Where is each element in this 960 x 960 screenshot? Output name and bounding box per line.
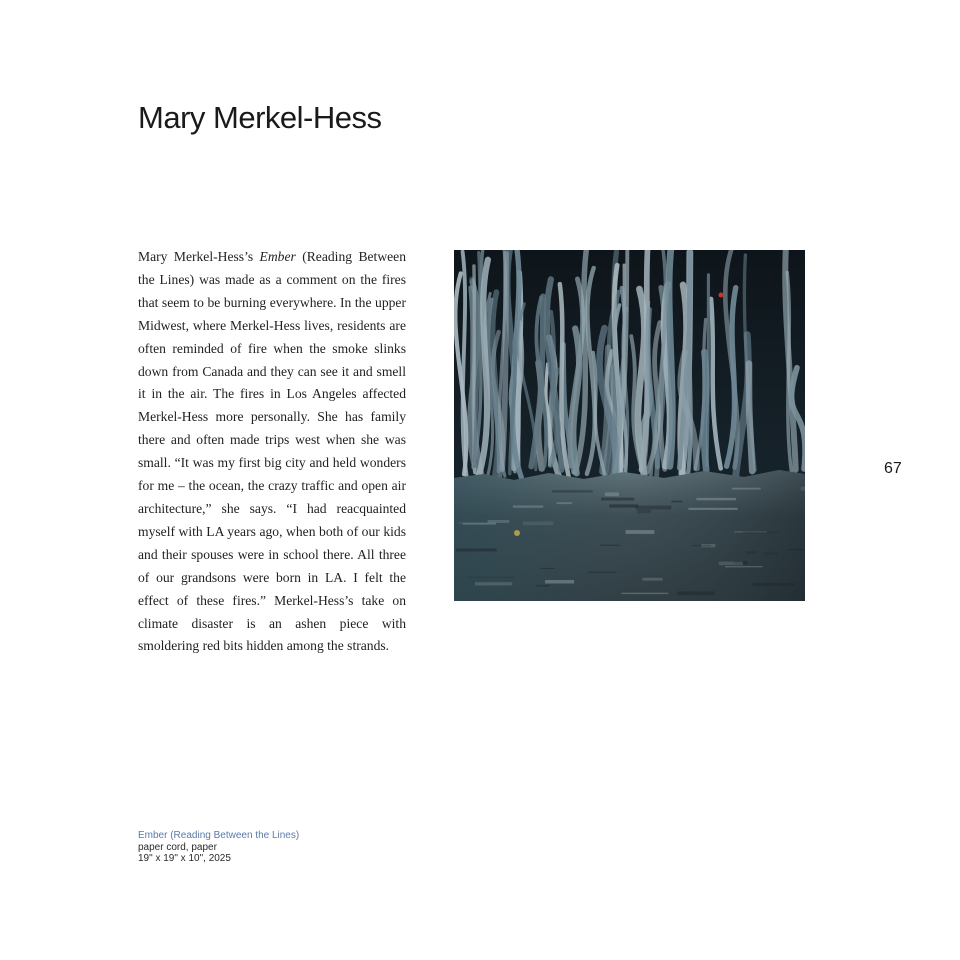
- ember-red-bit: [719, 293, 724, 298]
- artwork-base-streak: [456, 549, 497, 552]
- artwork-base-streak: [600, 545, 620, 546]
- artwork-caption: [138, 830, 299, 865]
- artwork-base-streak: [642, 578, 662, 581]
- caption-materials: paper cord, paper: [138, 841, 217, 853]
- artwork-title-italic: Ember: [259, 249, 296, 264]
- caption-title: Ember (Reading Between the Lines): [138, 830, 300, 841]
- artwork-base-streak: [557, 502, 573, 504]
- artwork-base-streak: [466, 577, 515, 579]
- artwork-base-streak: [605, 492, 619, 496]
- artwork-base-streak: [622, 593, 669, 594]
- artwork-base-streak: [746, 551, 757, 554]
- artwork-base-streak: [688, 508, 737, 510]
- artwork-base-streak: [541, 568, 555, 569]
- page-title: Mary Merkel-Hess: [138, 100, 382, 135]
- artwork-base-streak: [475, 582, 512, 585]
- artwork-image: [454, 250, 805, 601]
- artwork-base-streak: [732, 488, 761, 490]
- artwork-base-streak: [601, 498, 634, 501]
- artwork-base-streak: [801, 487, 805, 491]
- artwork-strand: [669, 250, 672, 466]
- artwork-photo: [454, 250, 805, 601]
- artwork-base-streak: [537, 585, 550, 587]
- artwork-base-shade: [454, 470, 805, 601]
- artwork-base-streak: [458, 522, 496, 523]
- artwork-base-streak: [626, 530, 655, 534]
- artwork-base-streak: [753, 583, 795, 586]
- artwork-base-streak: [719, 562, 743, 566]
- artwork-base-streak: [636, 506, 672, 510]
- artwork-base-streak: [725, 566, 763, 567]
- artwork-base-streak: [588, 572, 616, 574]
- artwork-base-streak: [637, 510, 651, 514]
- artwork-strand: [704, 352, 706, 470]
- artwork-base-streak: [696, 498, 736, 501]
- artwork-base-streak: [545, 580, 574, 584]
- artwork-base-streak: [763, 552, 779, 555]
- artwork-base-streak: [523, 522, 554, 526]
- essay-intro: Mary Merkel-Hess’s: [138, 249, 260, 264]
- artwork-base-streak: [678, 591, 715, 595]
- artwork-base-streak: [671, 501, 682, 503]
- artwork-base-streak: [513, 506, 543, 508]
- artwork-strand: [749, 364, 752, 472]
- artwork-base-streak: [743, 531, 778, 533]
- essay-paragraph: [138, 246, 406, 658]
- artwork-base-streak: [788, 549, 805, 550]
- page-number: 67: [884, 460, 902, 477]
- artwork-base-streak: [609, 504, 638, 507]
- essay-body: (Reading Between the Lines) was made as a comment on the fires that seem to be burning everywhere. In the upper Midwest, where Merkel-Hess lives, residents are often reminded of fire when the smoke slinks down from Canada and they can see it and smell it in the air. The fires in Los Angeles affected Merkel-Hess more personally. She has family there and often made trips west when she was small. “It was my first big city and held wonders for me – the ocean, the crazy traffic and open air architecture,” she says. “I had reacquainted myself with LA years ago, when both of our kids and their spouses were in school there. All three of our grandsons were born in LA. I felt the effect of these fires.” Merkel-Hess’s take on climate disaster is an ashen piece with smoldering red bits hidden among the strands.: [138, 249, 406, 654]
- caption-dimensions: 19" x 19" x 10", 2025: [138, 853, 231, 864]
- artwork-base-streak: [691, 545, 710, 547]
- artwork-base-streak: [552, 490, 593, 493]
- ember-yellow-bit: [514, 530, 520, 536]
